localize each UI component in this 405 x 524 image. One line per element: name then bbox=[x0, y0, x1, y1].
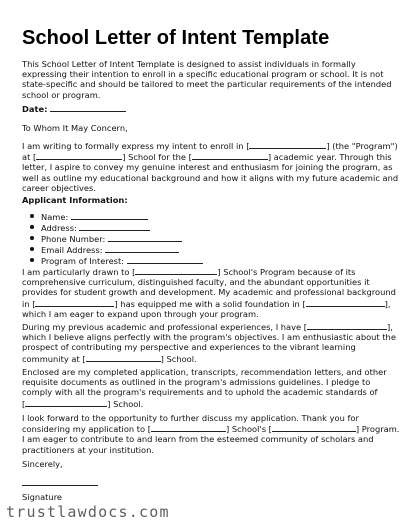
list-item: Name: bbox=[28, 211, 203, 222]
list-item: Address: bbox=[28, 222, 203, 233]
foundation-blank[interactable] bbox=[306, 298, 385, 307]
applicant-info-list bbox=[28, 211, 203, 266]
school-blank[interactable] bbox=[36, 151, 122, 160]
intro-line: school or program. bbox=[22, 89, 101, 100]
date-row bbox=[22, 103, 390, 114]
paragraph-enclosures: Enclosed are my completed application, transcripts, recommendation letters, and other requisite documents as outlined in the program's admissions guidelines. I pledge to comply with all the program's requirements and to uphold the academic standards of [ ] School. bbox=[22, 367, 387, 409]
intro-line: state-specific and should be tailored to meet the particular requirements of the intended bbox=[22, 79, 392, 90]
list-item: Phone Number: bbox=[28, 233, 203, 244]
signature-label: Signature bbox=[22, 492, 63, 502]
email-blank[interactable] bbox=[105, 244, 179, 253]
academic-year-blank[interactable] bbox=[192, 151, 268, 160]
paragraph-reasons: I am particularly drawn to [ ] School's Program because of its comprehensive curriculum, distinguished faculty, and the abundant opportunities it provides for student growth and development. My academic and professional background in [ ] has equipped me with a solid foundation in [ ], which I am eager to expand upon through your program. bbox=[22, 267, 396, 319]
intro-line: This School Letter of Intent Template is designed to assist individuals in formally bbox=[22, 59, 356, 69]
paragraph-closing: I look forward to the opportunity to further discuss my application. Thank you for considering my application to [ ] School's [ ] Program. I am eager to contribute to and learn from the esteemed community of scholars and practitioners at your institution. bbox=[22, 413, 400, 455]
paragraph-intent: I am writing to formally express my intent to enroll in [ ] (the "Program") at [ ] School for the [ ] academic year. Through this letter, I aspire to convey my genuine interest and enthusiasm for joining the program, as well as outline my educational background and how it aligns with my future academic and career objectives. bbox=[22, 141, 399, 193]
program-blank[interactable] bbox=[249, 140, 326, 149]
program-interest-blank[interactable] bbox=[127, 255, 203, 264]
paragraph-experience: During my previous academic and professional experiences, I have [ ], which I believe aligns perfectly with the program's objectives. I am enthusiastic about the prospect of contributing my perspective and experiences to the vibrant learning community at [ ] School. bbox=[22, 322, 396, 364]
list-item: Email Address: bbox=[28, 244, 203, 255]
list-item: Program of Interest: bbox=[28, 255, 203, 266]
signature-line[interactable] bbox=[22, 485, 98, 486]
address-blank[interactable] bbox=[79, 222, 150, 231]
enclosure-school-blank[interactable] bbox=[25, 398, 107, 407]
document-title: School Letter of Intent Template bbox=[22, 27, 330, 49]
intro-paragraph bbox=[22, 59, 390, 100]
school-name-blank[interactable] bbox=[135, 266, 217, 275]
salutation: To Whom It May Concern, bbox=[22, 123, 128, 133]
field-blank[interactable] bbox=[35, 298, 114, 307]
phone-blank[interactable] bbox=[108, 233, 182, 242]
date-label: Date: bbox=[22, 104, 48, 114]
community-school-blank[interactable] bbox=[86, 353, 161, 362]
applicant-heading: Applicant Information: bbox=[22, 195, 128, 205]
closing-program-blank[interactable] bbox=[272, 423, 356, 432]
closing: Sincerely, bbox=[22, 459, 63, 469]
date-blank[interactable] bbox=[50, 103, 126, 112]
intro-line: expressing their intention to enroll in a specific educational program or school. It is not bbox=[22, 69, 384, 80]
experience-blank[interactable] bbox=[307, 321, 387, 330]
name-blank[interactable] bbox=[71, 211, 148, 220]
closing-school-blank[interactable] bbox=[151, 423, 226, 432]
watermark: trustlawdocs.com bbox=[6, 503, 170, 521]
